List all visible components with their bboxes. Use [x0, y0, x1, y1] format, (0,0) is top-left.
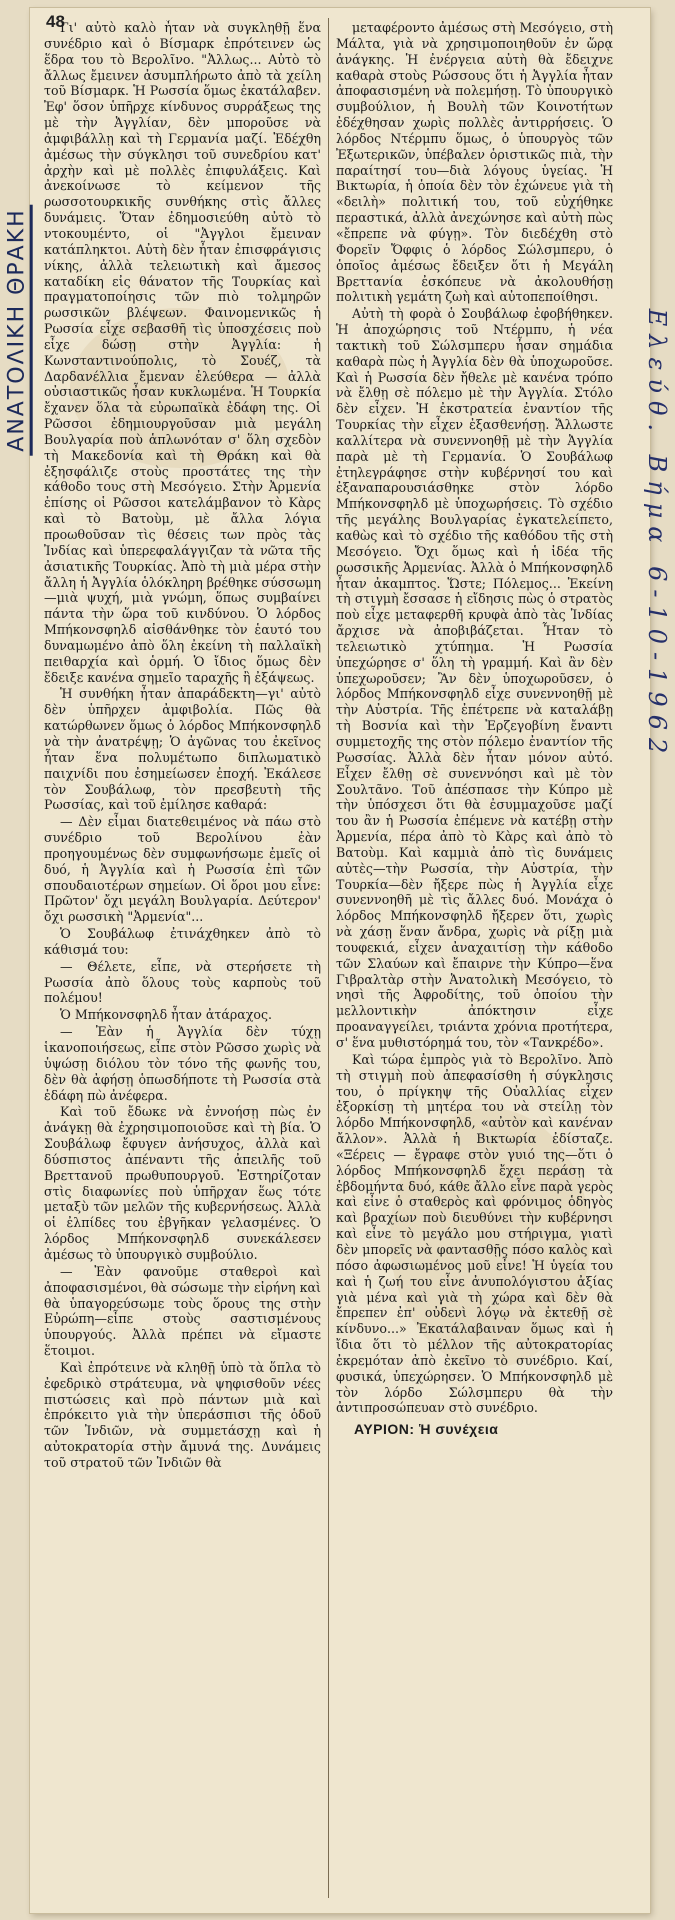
margin-label-text: ΑΝΑΤΟΛΙΚΗ ΘΡΑΚΗ: [5, 204, 33, 455]
paragraph: Καὶ τοῦ ἔδωκε νὰ ἐννοήσῃ πὼς ἐν ἀνάγκῃ θὰ ἐχρησιμοποιοῦσε καὶ τὴ βία. Ὁ Σουβάλωφ ἔφυγεν ἀνήσυχος, ἀλλὰ καὶ δύσπιστος ἀπέναντι τῆς ἀπειλῆς τοῦ Βρεττανοῦ πρωθυπουργοῦ. Ἐστηρίζοταν στὶς διαφωνίες ποὺ ὑπῆρχαν ἕως τότε μεταξὺ τῶν μελῶν τῆς κυβερνήσεως. Ἀλλὰ οἱ ἐλπίδες του ἐβγῆκαν γελασμένες. Ὁ λόρδος Μπήκονσφηλδ συνεκάλεσεν ἀμέσως τὸ ὑπουργικὸ συμβούλιο.: [44, 1104, 321, 1262]
margin-handwritten-label: [2, 120, 36, 540]
column-divider: [328, 18, 329, 1898]
paragraph: — Δὲν εἶμαι διατεθειμένος νὰ πάω στὸ συνέδριο τοῦ Βερολίνου ἐὰν προηγουμένως δὲν συμφωνήσωμε ἐμεῖς οἱ δυό, ἡ Ἀγγλία καὶ ἡ Ρωσσία ἐπὶ τῶν σπουδαιοτέρων σημείων. Οἱ ὅροι μου εἶνε: Πρῶτον' ὄχι μεγάλη Βουλγαρία. Δεύτερον' ὄχι ρωσσικὴ "Ἀρμενία"...: [44, 814, 321, 925]
page-number: 48: [46, 12, 65, 31]
article-column-right: [336, 20, 613, 1908]
paragraph: Καὶ ἐπρότεινε νὰ κληθῇ ὑπὸ τὰ ὅπλα τὸ ἐφεδρικὸ στράτευμα, νὰ ψηφισθοῦν νέες πιστώσεις καὶ πρὸ πάντων μιὰ καὶ ἐπρόκειτο γιὰ τὴν ὑπεράσπισι τῆς ὁδοῦ τῶν Ἰνδιῶν, νὰ συμμετάσχῃ καὶ ἡ αὐτοκρατορία στὴν ἄμυνά της. Δυνάμεις τοῦ στρατοῦ τῶν Ἰνδιῶν θὰ: [44, 1359, 321, 1470]
handwritten-date-annotation: [640, 10, 674, 1060]
article-column-left: [44, 20, 321, 1892]
paragraph: Αὐτὴ τὴ φορὰ ὁ Σουβάλωφ ἐφοβήθηκεν. Ἡ ἀποχώρησις τοῦ Ντέρμπυ, ἡ νέα τακτικὴ τοῦ Σώλσμπερυ ἦσαν σημάδια καθαρὰ πὼς ἡ Ἀγγλία δὲν θὰ ὑποχωροῦσε. Καὶ ἡ Ρωσσία δὲν ἤθελε μὲ κανένα τρόπο νὰ ἔλθῃ σὲ πόλεμο μὲ τὴν Ἀγγλία. Στόλο δὲν εἶχεν. Ἡ ἐκστρατεία ἐναντίον τῆς Τουρκίας τὴν εἶχεν ἐξασθενήσῃ. Ἄλλωστε καλλίτερα νὰ συνεννοηθῇ μὲ τὴν Ἀγγλία παρὰ μὲ τὴ Γερμανία. Ὁ Σουβάλωφ ἐτηλεγράφησε στὴν κυβέρνησί του καὶ ἐξαναπαρουσιάσθηκε στὸν λόρδο Μπήκονσφηλδ μὲ ὑποχωρήσεις. Τὸ σχέδιο τῆς μεγάλης Βουλγαρίας ἐγκατελείπετο, καθὼς καὶ τὸ σχέδιο τῆς καθόδου τῆς στὴ Μεσόγειο. Ὄχι ὅμως καὶ ἡ ἰδέα τῆς ρωσσικῆς Ἀρμενίας. Ἀλλὰ ὁ Μπήκονσφηλδ ἦταν ἀκαμπτος. Ὥστε; Πόλεμος... Ἐκείνη τὴ στιγμὴ ἔσσασε ἡ εἴδησις πὼς ὁ στρατὸς ποὺ εἶχε μεταφερθῆ κρυφὰ ἀπὸ τὰς Ἰνδίας ἄρχισε νὰ ἀποβιβάζεται. Ἦταν τὸ τελειωτικὸ χτύπημα. Ἡ Ρωσσία ὑπεχώρησε σ' ὅλη τὴ γραμμή. Καὶ ἂν δὲν ὑπεχωροῦσεν; Ἂν δὲν ὑποχωροῦσεν, ὁ λόρδος Μπήκονσφηλδ εἶχε συνεννοηθῇ μὲ τὴν Αὐστρία. Τῆς ἐπέτρεπε νὰ καταλάβῃ τὴ Βοσνία καὶ τὴν Ἐρζεγοβίνη ἔναντι συμμετοχῆς της στὸν πόλεμο ἐναντίον τῆς Ρωσσίας. Ἀλλὰ δὲν ἦταν μόνον αὐτό. Εἶχεν ἔλθῃ σὲ συνεννόησι καὶ μὲ τὸν Σουλτᾶνο. Τοῦ ἀπέσπασε τὴν Κύπρο μὲ τὴν ὑπόσχεσι ὅτι θὰ ἐσυμμαχοῦσε μαζί του ἂν ἡ Ρωσσία ἐπέμενε νὰ κατέβῃ στὴν Ἀρμενία, πέρα ἀπὸ τὸ Κὰρς καὶ ἀπὸ τὸ Βατοὺμ. Καὶ καμμιὰ ἀπὸ τὶς δυνάμεις αὐτὲς—τὴν Ρωσσία, τὴν Αὐστρία, τὴν Τουρκία—δὲν ἤξερε πὼς ἡ Ἀγγλία εἶχε συνεννοηθῆ μὲ τὶς ἄλλες δυό. Μονάχα ὁ λόρδος Μπήκονσφηλδ ἤξερεν ὅτι, χωρὶς νὰ χάσῃ ἕναν ἄνδρα, χωρὶς νὰ ρίξῃ μιὰ τουφεκιά, εἶχεν ἀναχαιτίσῃ τὴν κάθοδο τῶν Σλαύων καὶ ἔπαιρνε τὴν Κύπρο—ἕνα Γιβραλτὰρ στὴν Ἀνατολικὴ Μεσόγειο, τὸ νησὶ τῆς Ἀφροδίτης, τοῦ ὁποίου τὴν μελλοντικὴν ἀπόκτησιν εἶχε προαναγγείλει, τριάντα χρόνια προτήτερα, σ' ἕνα μυθιστόρημά του, τὸν «Τανκρέδο».: [336, 306, 613, 1050]
paragraph: Ὁ Σουβάλωφ ἐτινάχθηκεν ἀπὸ τὸ κάθισμά του:: [44, 926, 321, 957]
paragraph: — Ἐὰν φανοῦμε σταθεροὶ καὶ ἀποφασισμένοι, θὰ σώσωμε τὴν εἰρήνη καὶ θὰ ὑπαγορεύσωμε τοὺς ὅρους της στὴν Εὐρώπη—εἶπε στοὺς σαστισμένους ὑπουργούς. Ἀλλὰ πρέπει νὰ εἴμαστε ἕτοιμοι.: [44, 1263, 321, 1359]
paragraph: — Ἐὰν ἡ Ἀγγλία δὲν τύχῃ ἱκανοποιήσεως, εἶπε στὸν Ρῶσσο χωρὶς νὰ ὑψώσῃ διόλου τὸν τόνο τῆς φωνῆς του, δὲν θὰ ἀφήσῃ ὁπωσδήποτε τὴ Ρωσσία στὰ ἐδάφη πὼ ἀνέφερα.: [44, 1024, 321, 1103]
paragraph: — Θέλετε, εἶπε, νὰ στερήσετε τὴ Ρωσσία ἀπὸ ὅλους τοὺς καρποὺς τοῦ πολέμου!: [44, 958, 321, 1006]
paragraph: Γι' αὐτὸ καλὸ ἦταν νὰ συγκληθῇ ἕνα συνέδριο καὶ ὁ Βίσμαρκ ἐπρότεινεν ὡς ἕδρα του τὸ Βερολῖνο. "Ἀλλως... Αὐτὸ τὸ ἄλλως ἔμεινεν ἀσυμπλήρωτο ἀπὸ τὰ χείλη τοῦ Βίσμαρκ. Ἡ Ρωσσία ὅμως ἐκατάλαβεν. Ἐφ' ὅσον ὑπῆρχε κίνδυνος συρράξεως της μὲ τὴν Ἀγγλίαν, δὲν μποροῦσε νὰ ἀμφιβάλλῃ καὶ τὴ Γερμανία μαζί. Ἐδέχθη ἀμέσως τὴν σύγκλησι τοῦ συνεδρίου κατ' ἀρχὴν καὶ μὲ πολλὲς ἐπιφυλάξεις. Καὶ ἀνεκοίνωσε τὸ κείμενον τῆς ρωσσοτουρκικῆς συνθήκης στὶς ἄλλες δυνάμεις. Ὅταν ἐδημοσιεύθη αὐτὸ τὸ ντοκουμέντο, οἱ "Ἀγγλοι ἔμειναν κατάπληκτοι. Αὐτὴ δὲν ἦταν ἐπισφράγισις νίκης, ἀλλὰ τελειωτικὴ καὶ ἄμεσος καταδίκη εἰς θάνατον τῆς Τουρκίας καὶ πραγματοποίησις τῶν πιὸ τολμηρῶν ρωσσικῶν βλέψεων. Φαινομενικῶς ἡ Ρωσσία εἶχε σεβασθῆ τὶς ὑποσχέσεις ποὺ εἶχε δώσῃ στὴν Ἀγγλία: ἡ Κωνσταντινούπολις, τὸ Σουέζ, τὰ Δαρδανέλλια ἔμεναν ἐλεύθερα — ἀλλὰ οὐσιαστικῶς ἦσαν κυκλωμένα. Ἡ Τουρκία ἔχανεν ὅλα τὰ εὐρωπαϊκὰ ἐδάφη της. Οἱ Ρῶσσοι ἐδημιουργοῦσαν μιὰ μεγάλη Βουλγαρία ποὺ ἁπλωνόταν σ' ὅλη σχεδὸν τὴ Μακεδονία καὶ τὴ Θράκη καὶ θὰ ἐξησφάλιζε στοὺς προστάτες της τὴν κάθοδο τους στὴ Μεσόγειο. Στὴν Ἀρμενία ἐπίσης οἱ Ρῶσσοι κατελάμβανον τὸ Κὰρς καὶ τὸ Βατοὺμ, μὲ ἄλλα λόγια προωθοῦσαν τὶς θέσεις των πρὸς τὰς Ἰνδίας καὶ ὑπερεφαλάγγιζαν τὰ νῶτα τῆς ἀσιατικῆς Τουρκίας. Ἀπὸ τὴ μιὰ μέρα στὴν ἄλλη ἡ Ἀγγλία ὁλόκληρη βρέθηκε σύσσωμη—μιὰ ψυχή, μιὰ γνώμη, ὅπως συμβαίνει πάντα τὴν ὥρα τοῦ κινδύνου. Ὁ λόρδος Μπήκονσφηλδ αἰσθάνθηκε τὸν ἑαυτό του δυναμωμένο ἀπὸ ὅλη ἐκείνη τὴ παλλαϊκὴ πειθαρχία καὶ ὁρμή. Ὁ ἴδιος ὅμως δὲν ἔδειξε κανένα σημεῖο ταραχῆς ἢ ἐξάψεως.: [44, 20, 321, 685]
paragraph: Ἡ συνθήκη ἦταν ἀπαράδεκτη—γι' αὐτὸ δὲν ὑπῆρχεν ἀμφιβολία. Πῶς θὰ κατώρθωνεν ὅμως ὁ λόρδος Μπήκονσφηλδ νὰ τὴν ἀνατρέψῃ; Ὁ ἀγῶνας του ἐκεῖνος ἦταν ἕνα πολυμέτωπο διπλωματικὸ παιχνίδι που ἐσημείωσεν ἐποχή. Ἐκάλεσε τὸν Σουβάλωφ, τὸν πρεσβευτὴ τῆς Ρωσσίας, καὶ τοῦ ἐμίλησε καθαρά:: [44, 686, 321, 813]
paragraph: Ὁ Μπήκονσφηλδ ἦταν ἀτάραχος.: [60, 1007, 273, 1023]
continuation-note: ΑΥΡΙΟΝ: Ἡ συνέχεια: [354, 1421, 499, 1438]
paragraph: Καὶ τώρα ἐμπρὸς γιὰ τὸ Βερολῖνο. Ἀπὸ τὴ στιγμὴ ποὺ ἀπεφασίσθη ἡ σύγκλησις του, ὁ πρίγκηψ τῆς Οὐαλλίας εἶχεν ἐξορκίσῃ τὴ μητέρα του νὰ στείλῃ τὸν λόρδο Μπήκονσφηλδ, «αὐτὸν καὶ κανέναν ἄλλον». Ἀλλὰ ἡ Βικτωρία ἐδίσταζε. «Ξέρεις — ἔγραφε στὸν γυιό της—ὅτι ὁ λόρδος Μπήκονσφηλδ ἔχει περάσῃ τὰ ἑβδομήντα δυό, κάθε ἄλλο εἶνε παρὰ γερὸς καὶ εἶνε ὁ σταθερὸς καὶ φρόνιμος ὁδηγὸς καὶ βραχίων ποὺ διευθύνει τὴν κυβέρνησι καὶ εἶνε τὸ μεγάλο μου στήριγμα, γιατὶ δὲν μπορεῖς νὰ φαντασθῇς πόσο καλὸς καὶ πόσο ἀφωσιωμένος μοῦ εἶνε! Ἡ ὑγεία του καὶ ἡ ζωή του εἶνε ἀνυπολόγιστου ἀξίας γιὰ μένα καὶ γιὰ τὴ χώρα καὶ δὲν θὰ ἔπρεπεν ἐπ' οὐδενὶ λόγῳ νὰ ἐκτεθῇ σὲ κίνδυνο...» Ἐκατάλαβαιναν ὅμως καὶ ἡ ἴδια ὅτι τὸ μέλλον τῆς αὐτοκρατορίας ἐκρεμόταν ἀπὸ ἐκεῖνο τὸ συνέδριο. Καί, φυσικά, ὑπεχώρησεν. Ὁ Μπήκονσφηλδ μὲ τὸν λόρδο Σώλσμπερυ θὰ τὴν ἀντιπροσώπευαν στὸ συνέδριο.: [336, 1051, 613, 1416]
handwritten-date-text: Ελεύθ. Βήμα 6-10-1962: [643, 308, 671, 762]
paragraph: μεταφέροντο ἀμέσως στὴ Μεσόγειο, στὴ Μάλτα, γιὰ νὰ χρησιμοποιηθοῦν ἐν ὥρᾳ ἀνάγκης. Ἡ ἐνέργεια αὐτὴ θὰ ἔδειχνε καθαρὰ στοὺς Ρώσσους ὅτι ἡ Ἀγγλία ἦταν ἀποφασισμένη νὰ πολεμήσῃ. Τὸ ὑπουργικὸ συμβούλιον, ἡ Βουλὴ τῶν Κοινοτήτων ἐδέχθησαν χωρὶς πολλὲς ἀντιρρήσεις. Ὁ λόρδος Ντέρμπυ ὅμως, ὁ ὑπουργὸς τῶν Ἐξωτερικῶν, ὑπέβαλεν ὁριστικῶς πιὰ, τὴν παραίτησί του—διὰ λόγους ὑγείας. Ἡ Βικτωρία, ἡ ὁποία δὲν τὸν ἐχώνευε γιὰ τὴ «δειλὴ» πολιτική του, τοῦ εὐχήθηκε περαστικά, ἀλλὰ ἀνεχώνησε καὶ αὐτὴ πὼς «ἔπρεπε νὰ φύγῃ». Τὸν διεδέχθη στὸ Φορεϊν Ὄφφις ὁ λόρδος Σώλσμπερυ, ὁ ὁποῖος ἀμέσως ἔδειξεν ὅτι ἡ Μεγάλη Βρεττανία ἐσκόπευε νὰ ἀκολουθήσῃ πολιτικὴ γεμάτη ζωὴ καὶ αὐτοπεποίθησι.: [336, 20, 613, 305]
